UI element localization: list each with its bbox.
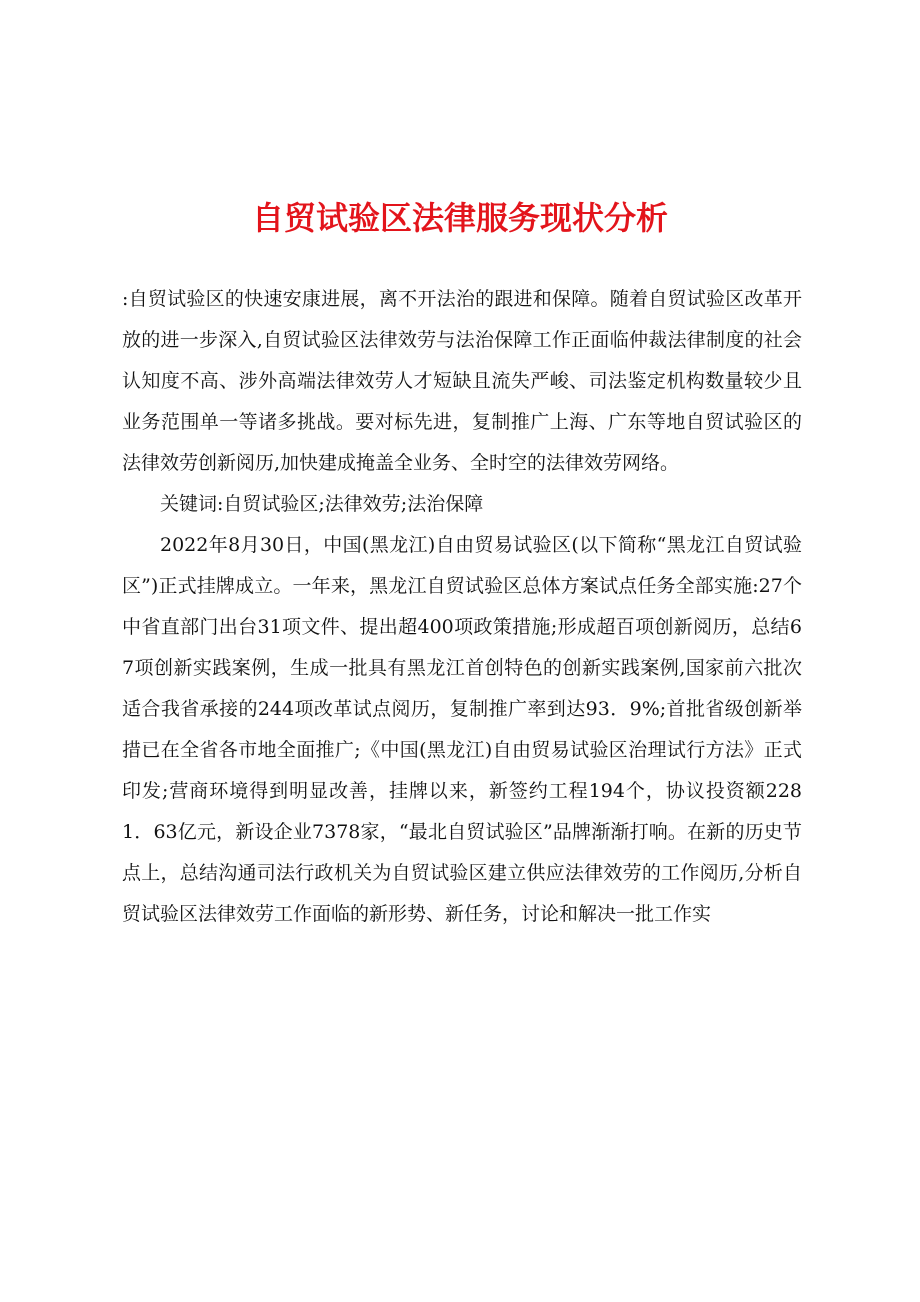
- document-body: [122, 279, 802, 935]
- abstract-paragraph: :自贸试验区的快速安康进展，离不开法治的跟进和保障。随着自贸试验区改革开放的进一步深入,自贸试验区法律效劳与法治保障工作正面临仲裁法律制度的社会认知度不高、涉外高端法律效劳人才短缺且流失严峻、司法鉴定机构数量较少且业务范围单一等诸多挑战。要对标先进，复制推广上海、广东等地自贸试验区的法律效劳创新阅历,加快建成掩盖全业务、全时空的法律效劳网络。: [122, 288, 802, 474]
- body-paragraph: 2022年8月30日，中国(黑龙江)自由贸易试验区(以下简称“黑龙江自贸试验区”)正式挂牌成立。一年来，黑龙江自贸试验区总体方案试点任务全部实施:27个中省直部门出台31项文件、提出超400项政策措施;形成超百项创新阅历，总结67项创新实践案例，生成一批具有黑龙江首创特色的创新实践案例,国家前六批次适合我省承接的244项改革试点阅历，复制推广率到达93．9%;首批省级创新举措已在全省各市地全面推广;《中国(黑龙江)自由贸易试验区治理试行方法》正式印发;营商环境得到明显改善，挂牌以来，新签约工程194个，协议投资额2281．63亿元，新设企业7378家，“最北自贸试验区”品牌渐渐打响。在新的历史节点上，总结沟通司法行政机关为自贸试验区建立供应法律效劳的工作阅历,分析自贸试验区法律效劳工作面临的新形势、新任务，讨论和解决一批工作实: [122, 534, 802, 925]
- keywords-paragraph: 关键词:自贸试验区;法律效劳;法治保障: [160, 493, 484, 515]
- document-title: 自贸试验区法律服务现状分析: [251, 199, 668, 237]
